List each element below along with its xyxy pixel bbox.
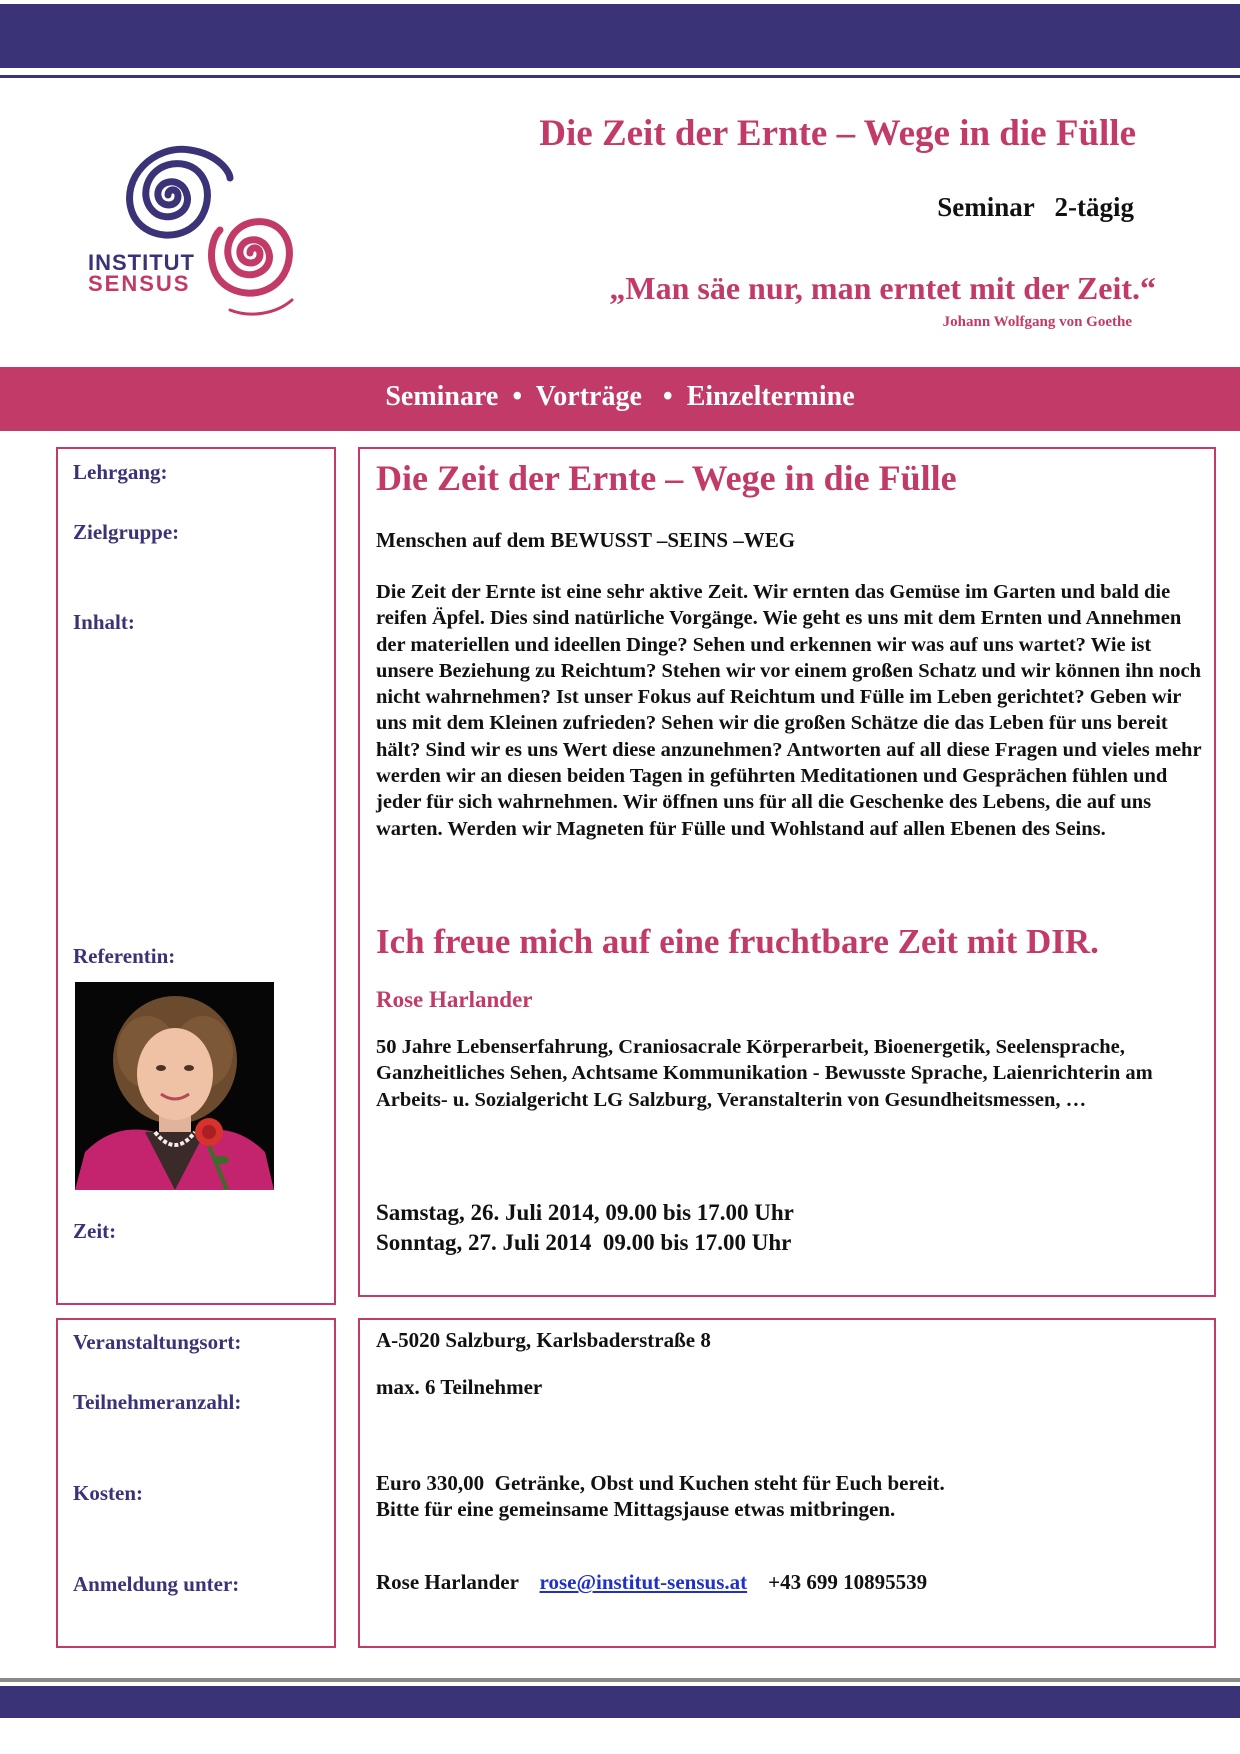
participant-limit: max. 6 Teilnehmer [376, 1375, 543, 1399]
speaker-name: Rose Harlander [376, 987, 533, 1012]
registration-line [376, 1570, 927, 1595]
costs-line-1: Euro 330,00 Getränke, Obst und Kuchen steht für Euch bereit. [376, 1471, 945, 1495]
label-speaker: Referentin: [73, 944, 176, 968]
page-title: Die Zeit der Ernte – Wege in die Fülle [539, 113, 1136, 154]
course-title: Die Zeit der Ernte – Wege in die Fülle [376, 458, 957, 498]
registration-phone: +43 699 10895539 [768, 1570, 928, 1594]
target-group-text: Menschen auf dem BEWUSST –SEINS –WEG [376, 528, 796, 552]
time-sunday: Sonntag, 27. Juli 2014 09.00 bis 17.00 Uhr [376, 1230, 792, 1255]
speaker-photo [75, 982, 274, 1190]
logo-line-1: INSTITUT [88, 250, 195, 275]
logo-line-2: SENSUS [88, 271, 191, 296]
label-venue: Veranstaltungsort: [73, 1330, 242, 1354]
speaker-bio: 50 Jahre Lebenserfahrung, Craniosacrale Körperarbeit, Bioenergetik, Seelensprache, Ganzheitliches Sehen, Achtsame Kommunikation - Bewusste Sprache, Laienrichterin am Arbeits- u. Sozialgericht LG Salzburg, Veranstalterin von Gesundheitsmessen, … [376, 1036, 1153, 1111]
label-content: Inhalt: [73, 610, 135, 634]
label-time: Zeit: [73, 1219, 117, 1243]
bottom-band [0, 1686, 1240, 1718]
registration-email-link[interactable]: rose@institut-sensus.at [539, 1570, 748, 1594]
time-saturday: Samstag, 26. Juli 2014, 09.00 bis 17.00 Uhr [376, 1200, 794, 1225]
registration-name: Rose Harlander [376, 1570, 519, 1594]
venue-address: A-5020 Salzburg, Karlsbaderstraße 8 [376, 1328, 711, 1352]
seminar-subtitle: Seminar 2-tägig [937, 192, 1134, 222]
quote-author: Johann Wolfgang von Goethe [942, 314, 1132, 330]
label-target-group: Zielgruppe: [73, 520, 180, 544]
speaker-portrait-image [75, 982, 274, 1190]
bottom-rule [0, 1678, 1240, 1682]
label-registration: Anmeldung unter: [73, 1572, 240, 1596]
label-participants: Teilnehmeranzahl: [73, 1390, 242, 1414]
services-banner-text: Seminare • Vorträge • Einzeltermine [385, 381, 855, 412]
top-rule [0, 75, 1240, 78]
institut-sensus-logo [80, 120, 310, 325]
label-costs: Kosten: [73, 1481, 143, 1505]
services-banner [0, 367, 1240, 431]
content-description: Die Zeit der Ernte ist eine sehr aktive Zeit. Wir ernten das Gemüse im Garten und bald die reifen Äpfel. Dies sind natürliche Vorgänge. Wie geht es uns mit dem Ernten und Annehmen der materiellen und ideellen Dinge? Sehen und erkennen wir was auf uns wartet? Wie ist unsere Beziehung zu Reichtum? Stehen wir vor einem großen Schatz und wir können ihn noch nicht wahrnehmen? Ist unser Fokus auf Reichtum und Fülle im Leben gerichtet? Geben wir uns mit dem Kleinen zufrieden? Sehen wir die großen Schätze die das Leben für uns bereit hält? Sind wir es uns Wert diese anzunehmen? Antworten auf all diese Fragen und vieles mehr werden wir an diesen beiden Tagen in geführten Meditationen und Gesprächen fühlen und jeder für sich wahrnehmen. Wir öffnen uns für all die Geschenke des Lebens, die auf uns warten. Werden wir Magneten für Fülle und Wohlstand auf allen Ebenen des Seins. [376, 581, 1202, 840]
greeting-headline: Ich freue mich auf eine fruchtbare Zeit mit DIR. [376, 922, 1099, 961]
goethe-quote: „Man säe nur, man erntet mit der Zeit.“ [609, 270, 1156, 306]
top-band [0, 4, 1240, 68]
label-course: Lehrgang: [73, 460, 168, 484]
costs-line-2: Bitte für eine gemeinsame Mittagsjause etwas mitbringen. [376, 1497, 896, 1521]
content-box-upper [358, 447, 1216, 1297]
